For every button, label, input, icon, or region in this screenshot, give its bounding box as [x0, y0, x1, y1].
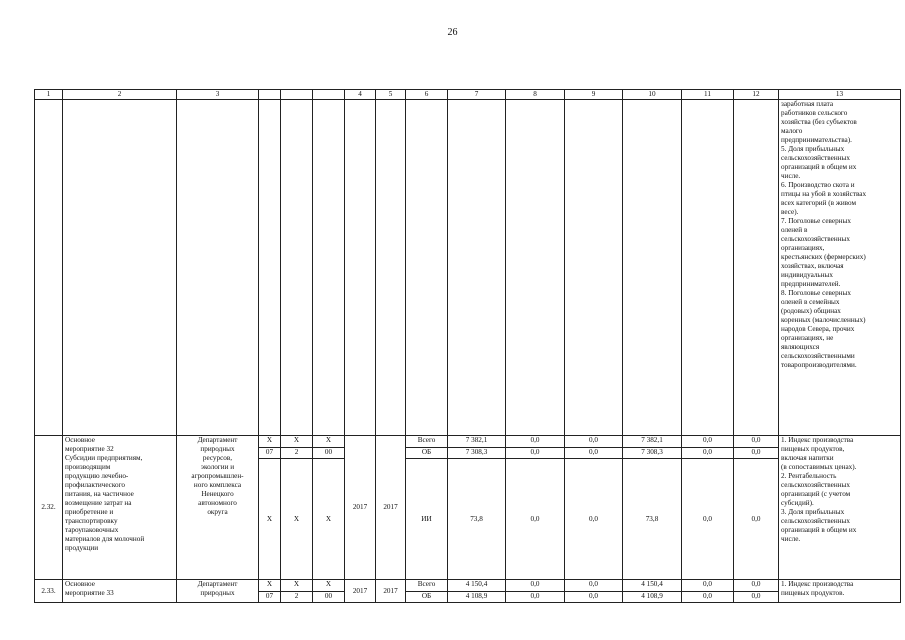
value-cell: 73,8: [623, 459, 682, 580]
measure-name: Основное мероприятие 33: [63, 580, 177, 603]
value-cell: 0,0: [506, 436, 565, 448]
value-cell: 0,0: [682, 580, 734, 592]
value-cell: 0,0: [565, 592, 623, 603]
value-cell: 0,0: [734, 592, 779, 603]
empty-cell: [376, 100, 406, 436]
empty-cell: [623, 100, 682, 436]
empty-cell: [35, 100, 63, 436]
empty-cell: [448, 100, 506, 436]
year-start: 2017: [345, 580, 376, 603]
code-cell: 00: [313, 448, 345, 459]
measure-executor: Департамент природных ресурсов, экологии и агропромышлен- ного комплекса Ненецкого автономного округа: [177, 436, 259, 580]
year-end: 2017: [376, 580, 406, 603]
value-cell: 0,0: [565, 459, 623, 580]
header-cell: 10: [623, 90, 682, 100]
measure-name: Основное мероприятие 32 Субсидии предприятиям, производящим продукцию лечебно- профилактического питания, на частичное возмещение затрат на приобретение и транспортировку тароупаковочных материалов для молочной продукции: [63, 436, 177, 580]
value-cell: 0,0: [682, 592, 734, 603]
header-cell: 2: [63, 90, 177, 100]
value-cell: 7 308,3: [448, 448, 506, 459]
code-cell: 2: [281, 592, 313, 603]
empty-cell: [281, 100, 313, 436]
measure-line: [35, 580, 901, 592]
value-cell: 4 108,9: [448, 592, 506, 603]
header-cell: 8: [506, 90, 565, 100]
program-table: [34, 89, 901, 603]
value-cell: 0,0: [734, 436, 779, 448]
code-cell: Х: [259, 459, 281, 580]
indicators-cell: 1. Индекс производства пищевых продуктов, включая напитки (в сопоставимых ценах). 2. Рентабельность сельскохозяйственных организаций (с учетом субсидий). 3. Доля прибыльных сельскохозяйственных организаций в общем их числе.: [779, 436, 901, 580]
header-cell: 6: [406, 90, 448, 100]
funding-source: ИИ: [406, 459, 448, 580]
header-cell: [281, 90, 313, 100]
funding-source: ОБ: [406, 592, 448, 603]
measure-executor: Департамент природных: [177, 580, 259, 603]
empty-cell: [734, 100, 779, 436]
funding-source: Всего: [406, 436, 448, 448]
indicators-cell: 1. Индекс производства пищевых продуктов.: [779, 580, 901, 603]
code-cell: 00: [313, 592, 345, 603]
value-cell: 0,0: [506, 459, 565, 580]
value-cell: 0,0: [506, 580, 565, 592]
empty-cell: [313, 100, 345, 436]
empty-cell: [406, 100, 448, 436]
code-cell: 07: [259, 448, 281, 459]
code-cell: 07: [259, 592, 281, 603]
continuation-row: [35, 100, 901, 436]
page-number: 26: [447, 27, 458, 38]
value-cell: 0,0: [682, 436, 734, 448]
value-cell: 0,0: [565, 436, 623, 448]
empty-cell: [259, 100, 281, 436]
value-cell: 0,0: [734, 448, 779, 459]
header-cell: 12: [734, 90, 779, 100]
header-cell: [313, 90, 345, 100]
value-cell: 7 382,1: [623, 436, 682, 448]
measure-number: 2.32.: [35, 436, 63, 580]
funding-source: ОБ: [406, 448, 448, 459]
header-cell: 3: [177, 90, 259, 100]
code-cell: Х: [313, 436, 345, 448]
indicators-continued: заработная плата работников сельского хозяйства (без субъектов малого предпринимательства). 5. Доля прибыльных сельскохозяйственных организаций в общем их числе. 6. Производство скота и птицы на убой в хозяйствах всех категорий (в живом весе). 7. Поголовье северных оленей в сельскохозяйственных организациях, крестьянских (фермерских) хозяйствах, включая индивидуальных предпринимателей. 8. Поголовье северных оленей в семейных (родовых) общинах коренных (малочисленных) народов Севера, прочих организациях, не являющихся сельскохозяйственными товаропроизводителями.: [779, 100, 901, 436]
year-end: 2017: [376, 436, 406, 580]
value-cell: 4 150,4: [448, 580, 506, 592]
measure-line: [35, 436, 901, 448]
empty-cell: [63, 100, 177, 436]
value-cell: 4 150,4: [623, 580, 682, 592]
empty-cell: [345, 100, 376, 436]
code-cell: Х: [281, 436, 313, 448]
header-cell: 1: [35, 90, 63, 100]
header-row: [35, 90, 901, 100]
value-cell: 0,0: [734, 459, 779, 580]
year-start: 2017: [345, 436, 376, 580]
code-cell: Х: [259, 580, 281, 592]
header-cell: 11: [682, 90, 734, 100]
value-cell: 7 382,1: [448, 436, 506, 448]
value-cell: 0,0: [682, 448, 734, 459]
header-cell: 4: [345, 90, 376, 100]
value-cell: 7 308,3: [623, 448, 682, 459]
code-cell: 2: [281, 448, 313, 459]
value-cell: 4 108,9: [623, 592, 682, 603]
code-cell: Х: [259, 436, 281, 448]
header-cell: 9: [565, 90, 623, 100]
value-cell: 0,0: [682, 459, 734, 580]
code-cell: Х: [281, 580, 313, 592]
measure-number: 2.33.: [35, 580, 63, 603]
value-cell: 0,0: [734, 580, 779, 592]
code-cell: Х: [281, 459, 313, 580]
value-cell: 73,8: [448, 459, 506, 580]
value-cell: 0,0: [506, 448, 565, 459]
value-cell: 0,0: [565, 448, 623, 459]
value-cell: 0,0: [506, 592, 565, 603]
empty-cell: [682, 100, 734, 436]
value-cell: 0,0: [565, 580, 623, 592]
header-cell: 7: [448, 90, 506, 100]
empty-cell: [565, 100, 623, 436]
code-cell: Х: [313, 580, 345, 592]
header-cell: [259, 90, 281, 100]
code-cell: Х: [313, 459, 345, 580]
header-cell: 13: [779, 90, 901, 100]
header-cell: 5: [376, 90, 406, 100]
funding-source: Всего: [406, 580, 448, 592]
empty-cell: [177, 100, 259, 436]
empty-cell: [506, 100, 565, 436]
